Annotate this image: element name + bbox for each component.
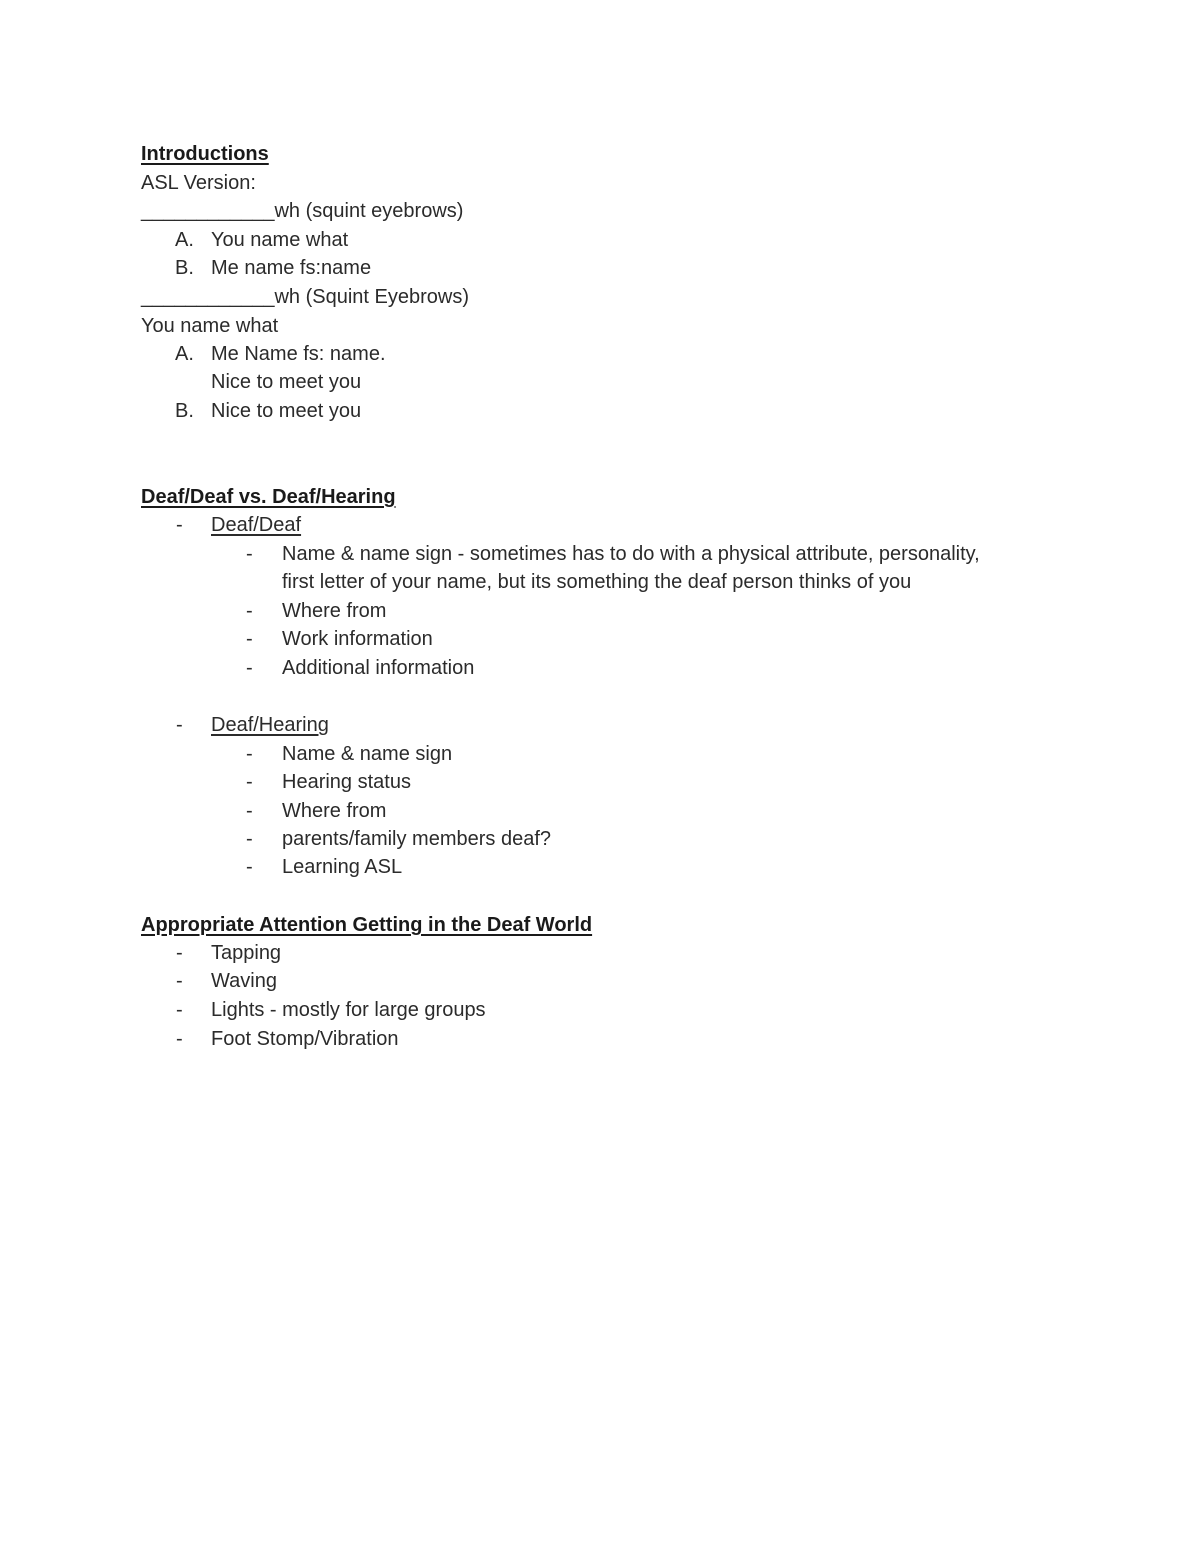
list-item-continuation: first letter of your name, but its something the deaf person thinks of you <box>282 571 912 593</box>
list-marker: - <box>246 743 253 765</box>
list-marker: - <box>176 514 183 536</box>
list-marker: - <box>176 1028 183 1050</box>
asl-version-label: ASL Version: <box>141 172 256 194</box>
group-label-deaf-hearing: Deaf/Hearing <box>211 714 329 736</box>
list-item: Where from <box>282 800 387 822</box>
list-item: Learning ASL <box>282 856 403 878</box>
list-marker: - <box>246 771 253 793</box>
list-item: You name what <box>211 229 349 251</box>
list-marker: - <box>246 628 253 650</box>
list-marker: - <box>246 828 253 850</box>
list-marker: - <box>176 714 183 736</box>
list-item: Work information <box>282 628 433 650</box>
list-marker: - <box>246 600 253 622</box>
list-marker: - <box>176 970 183 992</box>
group-label-deaf-deaf: Deaf/Deaf <box>211 514 302 536</box>
list-item: Tapping <box>211 942 282 964</box>
list-item-continuation: Nice to meet you <box>211 371 362 393</box>
list-item: Additional information <box>282 657 475 679</box>
list-marker: B. <box>175 257 194 279</box>
deaf-vs-heading: Deaf/Deaf vs. Deaf/Hearing <box>141 486 396 508</box>
list-item: Where from <box>282 600 387 622</box>
question-line: You name what <box>141 315 279 337</box>
list-item: Me Name fs: name. <box>211 343 386 365</box>
list-item: Nice to meet you <box>211 400 362 422</box>
introductions-heading: Introductions <box>141 143 269 165</box>
list-item: Lights - mostly for large groups <box>211 999 486 1021</box>
list-item: Foot Stomp/Vibration <box>211 1028 399 1050</box>
list-item: Me name fs:name <box>211 257 372 279</box>
list-item: Hearing status <box>282 771 411 793</box>
list-item: Name & name sign <box>282 743 453 765</box>
wh-blank-line-1: ____________wh (squint eyebrows) <box>141 200 464 222</box>
list-marker: - <box>176 999 183 1021</box>
wh-blank-line-2: ____________wh (Squint Eyebrows) <box>141 286 469 308</box>
list-marker: - <box>246 800 253 822</box>
list-marker: - <box>176 942 183 964</box>
list-marker: A. <box>175 343 194 365</box>
list-item: Waving <box>211 970 277 992</box>
list-item: parents/family members deaf? <box>282 828 552 850</box>
list-marker: - <box>246 856 253 878</box>
list-marker: A. <box>175 229 194 251</box>
list-item: Name & name sign - sometimes has to do with a physical attribute, personality, <box>282 543 980 565</box>
list-marker: B. <box>175 400 194 422</box>
list-marker: - <box>246 657 253 679</box>
attention-heading: Appropriate Attention Getting in the Deaf World <box>141 914 593 936</box>
list-marker: - <box>246 543 253 565</box>
